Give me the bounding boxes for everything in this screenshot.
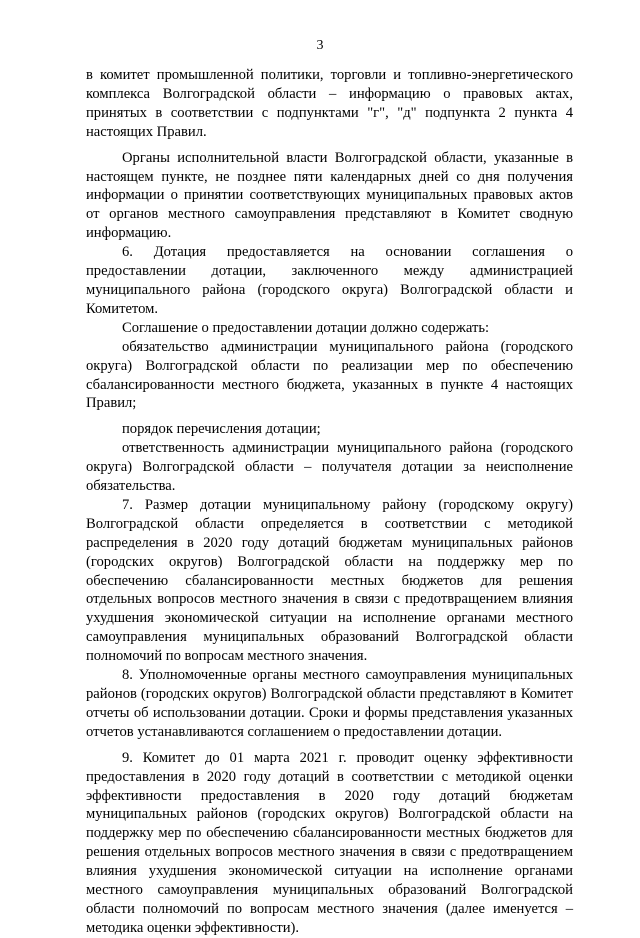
paragraph-continuation: в комитет промышленной политики, торговли и топливно-энергетического комплекса Волгоградской области – информацию о правовых актах, принятых в соответствии с подпунктами "г", "д" подпункта 2 пункта 4 настоящих Правил. xyxy=(86,67,573,140)
paragraph-obligation: обязательство администрации муниципального района (городского округа) Волгоградской области по реализации мер по обеспечению сбалансированности местного бюджета, указанных в пункте 4 настоящих Правил; xyxy=(86,338,573,412)
paragraph-item-8: 8. Уполномоченные органы местного самоуправления муниципальных районов (городских округов) Волгоградской области представляют в Комитет отчеты об использовании дотации. Сроки и формы представления указанных отчетов устанавливаются соглашением о предоставлении дотации. xyxy=(86,667,573,740)
paragraph-transfer-order: порядок перечисления дотации; xyxy=(122,421,321,438)
paragraph-item-7: 7. Размер дотации муниципальному району (городскому округу) Волгоградской области определяется в соответствии с методикой распределения в 2020 году дотаций бюджетам муниципальных районов (городских округов) Волгоградской области на поддержку мер по обеспечению сбалансированности местных бюджетов для решения отдельных вопросов местного значения в связи с предотвращением влияния ухудшения экономической ситуации на исполнение органами местного самоуправления муниципальных образований Волгоградской области полномочий по вопросам местного значения. xyxy=(86,496,573,665)
document-body xyxy=(86,66,573,938)
paragraph-responsibility: ответственность администрации муниципального района (городского округа) Волгоградской области – получателя дотации за неисполнение обязательства. xyxy=(86,440,573,495)
paragraph-agreement-contents: Соглашение о предоставлении дотации должно содержать: xyxy=(122,319,490,336)
page-number: 3 xyxy=(316,38,324,53)
paragraph-item-9: 9. Комитет до 01 марта 2021 г. проводит оценку эффективности предоставления в 2020 году дотаций в соответствии с методикой оценки эффективности предоставления в 2020 году дотаций бюджетам муниципальных районов (городских округов) Волгоградской области на поддержку мер по обеспечению сбалансированности местных бюджетов для решения отдельных вопросов местного значения в связи с предотвращением влияния ухудшения экономической ситуации на исполнение органами местного самоуправления муниципальных образований Волгоградской области полномочий по вопросам местного значения (далее именуется – методика оценки эффективности). xyxy=(86,749,573,936)
paragraph-item-6: 6. Дотация предоставляется на основании соглашения о предоставлении дотации, заключенного между администрацией муниципального района (городского округа) Волгоградской области и Комитетом. xyxy=(86,244,573,317)
paragraph-summary-info: Органы исполнительной власти Волгоградской области, указанные в настоящем пункте, не позднее пяти календарных дней со дня получения информации о принятии соответствующих муниципальных правовых актов от органов местного самоуправления представляют в Комитет сводную информацию. xyxy=(86,149,573,242)
